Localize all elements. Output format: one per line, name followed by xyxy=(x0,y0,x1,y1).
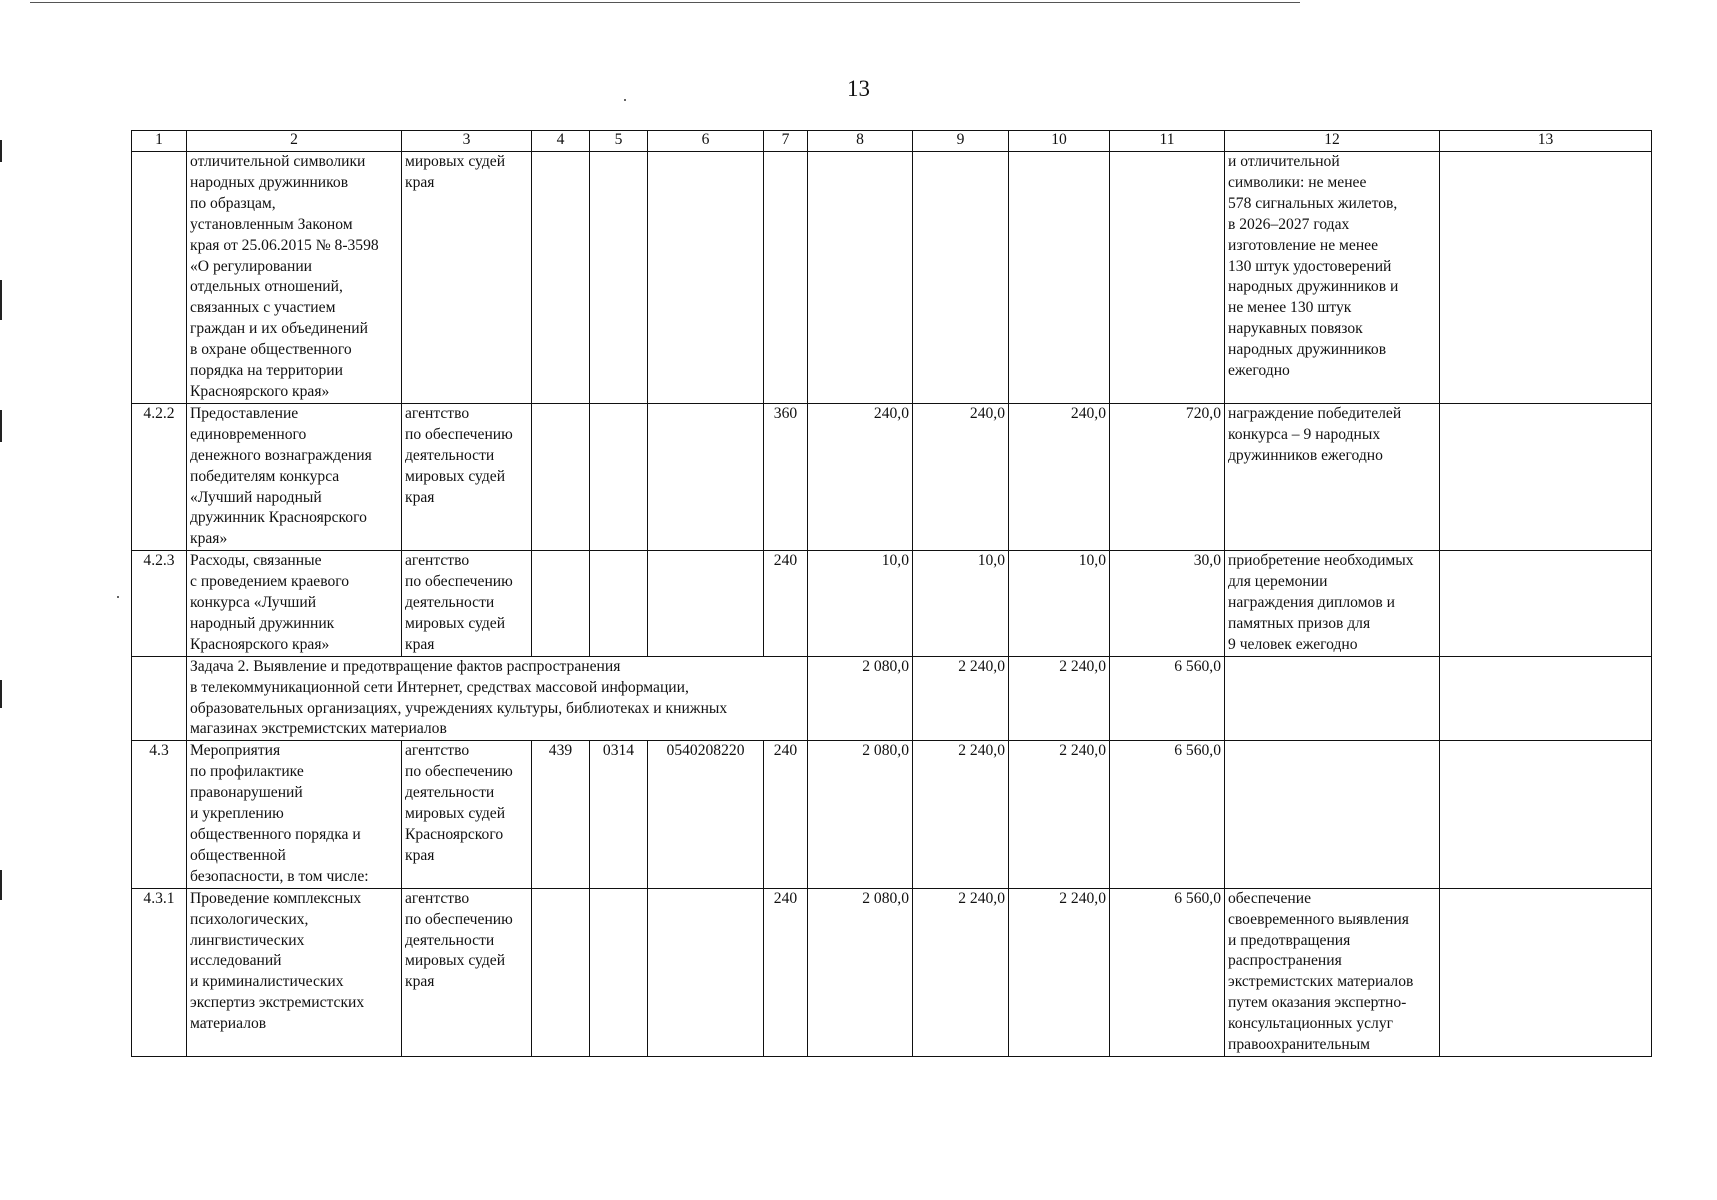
row-number: 4.2.2 xyxy=(132,403,187,550)
grbs-code xyxy=(532,152,590,404)
row-number: 4.3 xyxy=(132,741,187,888)
expected-result: обеспечение своевременного выявления и предотвращения распространения экстремистских материалов путем оказания экспертно- консультационных услуг правоохранительным xyxy=(1225,888,1440,1056)
measure-name: Расходы, связанные с проведением краевого конкурса «Лучший народный дружинник Красноярского края» xyxy=(187,551,402,657)
expense-type-code: 240 xyxy=(764,741,808,888)
top-rule xyxy=(30,2,1300,3)
expense-type-code: 240 xyxy=(764,551,808,657)
amount-col-9: 2 240,0 xyxy=(913,888,1009,1056)
amount-col-10: 2 240,0 xyxy=(1009,888,1110,1056)
margin-mark xyxy=(0,680,2,708)
row-number xyxy=(132,152,187,404)
column-number: 6 xyxy=(648,131,764,152)
expected-result: награждение победителей конкурса – 9 народных дружинников ежегодно xyxy=(1225,403,1440,550)
column-13 xyxy=(1440,656,1652,741)
amount-col-8: 2 080,0 xyxy=(808,656,913,741)
column-number: 13 xyxy=(1440,131,1652,152)
amount-total: 30,0 xyxy=(1110,551,1225,657)
amount-col-8 xyxy=(808,152,913,404)
target-article-code: 0540208220 xyxy=(648,741,764,888)
column-number: 3 xyxy=(402,131,532,152)
measure-name: Мероприятия по профилактике правонарушений и укреплению общественного порядка и общественной безопасности, в том числе: xyxy=(187,741,402,888)
column-13 xyxy=(1440,888,1652,1056)
task-title: Задача 2. Выявление и предотвращение фактов распространения в телекоммуникационной сети Интернет, средствах массовой информации, образовательных организациях, учреждениях культуры, библиотеках и книжных магазинах экстремистских материалов xyxy=(187,656,808,741)
grbs-code xyxy=(532,888,590,1056)
column-number: 1 xyxy=(132,131,187,152)
section-code: 0314 xyxy=(590,741,648,888)
amount-col-9: 2 240,0 xyxy=(913,656,1009,741)
table-row xyxy=(132,551,1652,657)
amount-col-8: 2 080,0 xyxy=(808,741,913,888)
expected-result: и отличительной символики: не менее 578 сигнальных жилетов, в 2026–2027 годах изготовление не менее 130 штук удостоверений народных дружинников и не менее 130 штук нарукавных повязок народных дружинников ежегодно xyxy=(1225,152,1440,404)
amount-col-10: 10,0 xyxy=(1009,551,1110,657)
executor: агентство по обеспечению деятельности мировых судей края xyxy=(402,403,532,550)
executor: агентство по обеспечению деятельности мировых судей края xyxy=(402,551,532,657)
measure-name: Предоставление единовременного денежного вознаграждения победителям конкурса «Лучший народный дружинник Красноярского края» xyxy=(187,403,402,550)
row-number xyxy=(132,656,187,741)
amount-col-9: 2 240,0 xyxy=(913,741,1009,888)
amount-total: 6 560,0 xyxy=(1110,741,1225,888)
table-row xyxy=(132,152,1652,404)
amount-col-9 xyxy=(913,152,1009,404)
amount-total xyxy=(1110,152,1225,404)
column-13 xyxy=(1440,152,1652,404)
amount-total: 720,0 xyxy=(1110,403,1225,550)
column-13 xyxy=(1440,551,1652,657)
table-row xyxy=(132,403,1652,550)
amount-col-10: 2 240,0 xyxy=(1009,656,1110,741)
executor: агентство по обеспечению деятельности мировых судей Красноярского края xyxy=(402,741,532,888)
measure-name: отличительной символики народных дружинников по образцам, установленным Законом края от 25.06.2015 № 8-3598 «О регулировании отдельных отношений, связанных с участием граждан и их объединений в охране общественного порядка на территории Красноярского края» xyxy=(187,152,402,404)
task-row xyxy=(132,656,1652,741)
column-number-row xyxy=(132,131,1652,152)
amount-col-8: 10,0 xyxy=(808,551,913,657)
column-number: 5 xyxy=(590,131,648,152)
target-article-code xyxy=(648,888,764,1056)
scan-speck xyxy=(117,596,119,598)
expected-result xyxy=(1225,741,1440,888)
program-table xyxy=(131,130,1652,1057)
margin-mark xyxy=(0,140,2,162)
amount-col-8: 2 080,0 xyxy=(808,888,913,1056)
amount-col-9: 10,0 xyxy=(913,551,1009,657)
grbs-code xyxy=(532,551,590,657)
section-code xyxy=(590,888,648,1056)
row-number: 4.3.1 xyxy=(132,888,187,1056)
section-code xyxy=(590,152,648,404)
column-13 xyxy=(1440,741,1652,888)
amount-total: 6 560,0 xyxy=(1110,888,1225,1056)
column-number: 4 xyxy=(532,131,590,152)
executor: агентство по обеспечению деятельности мировых судей края xyxy=(402,888,532,1056)
expense-type-code xyxy=(764,152,808,404)
target-article-code xyxy=(648,403,764,550)
grbs-code xyxy=(532,403,590,550)
expense-type-code: 240 xyxy=(764,888,808,1056)
table-row xyxy=(132,888,1652,1056)
section-code xyxy=(590,403,648,550)
expense-type-code: 360 xyxy=(764,403,808,550)
column-number: 11 xyxy=(1110,131,1225,152)
grbs-code: 439 xyxy=(532,741,590,888)
measure-name: Проведение комплексных психологических, лингвистических исследований и криминалистических экспертиз экстремистских материалов xyxy=(187,888,402,1056)
amount-col-8: 240,0 xyxy=(808,403,913,550)
margin-mark xyxy=(0,410,2,442)
column-number: 9 xyxy=(913,131,1009,152)
row-number: 4.2.3 xyxy=(132,551,187,657)
amount-col-9: 240,0 xyxy=(913,403,1009,550)
margin-mark xyxy=(0,870,2,900)
column-number: 2 xyxy=(187,131,402,152)
column-number: 10 xyxy=(1009,131,1110,152)
expected-result: приобретение необходимых для церемонии награждения дипломов и памятных призов для 9 человек ежегодно xyxy=(1225,551,1440,657)
table-row xyxy=(132,741,1652,888)
amount-col-10: 2 240,0 xyxy=(1009,741,1110,888)
amount-col-10: 240,0 xyxy=(1009,403,1110,550)
amount-total: 6 560,0 xyxy=(1110,656,1225,741)
column-number: 12 xyxy=(1225,131,1440,152)
column-13 xyxy=(1440,403,1652,550)
margin-mark xyxy=(0,280,2,320)
column-number: 8 xyxy=(808,131,913,152)
section-code xyxy=(590,551,648,657)
target-article-code xyxy=(648,152,764,404)
column-number: 7 xyxy=(764,131,808,152)
expected-result xyxy=(1225,656,1440,741)
target-article-code xyxy=(648,551,764,657)
amount-col-10 xyxy=(1009,152,1110,404)
executor: мировых судей края xyxy=(402,152,532,404)
page-number: 13 xyxy=(847,76,870,101)
